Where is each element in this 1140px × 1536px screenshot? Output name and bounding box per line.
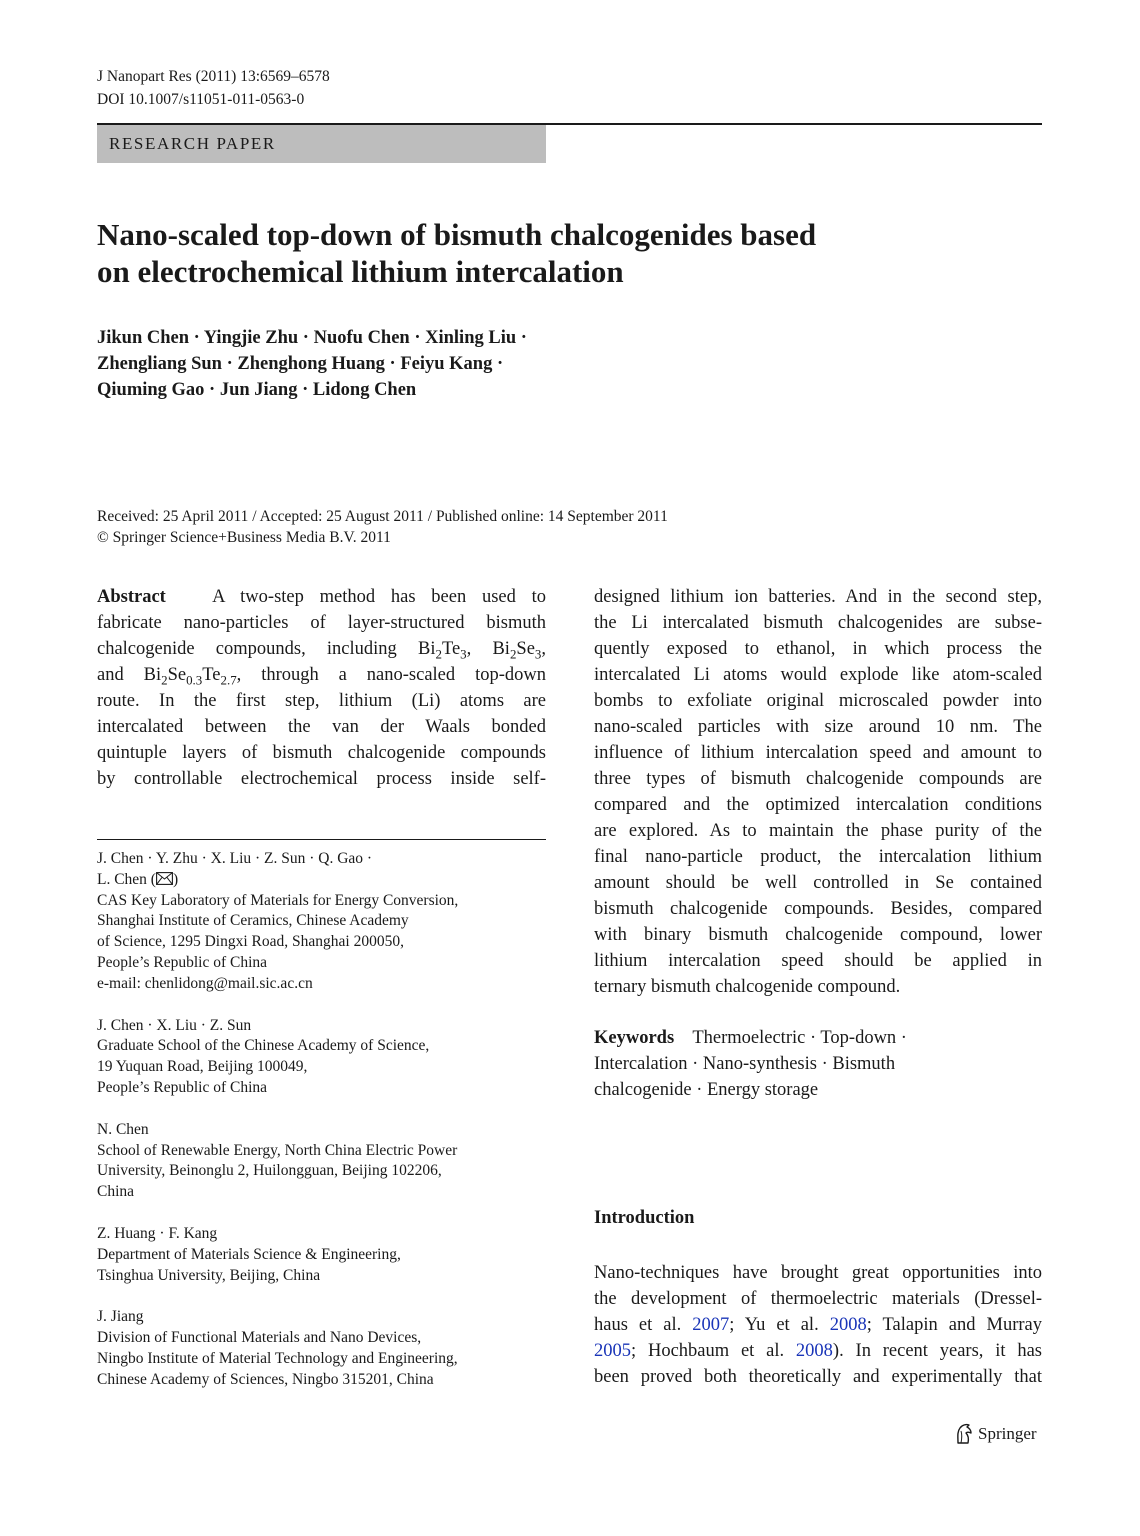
text: Se: [167, 665, 187, 685]
abstract-line: by controllable electrochemical process inside self-: [97, 769, 546, 789]
subscript: 2: [435, 646, 442, 662]
affiliation-line: Chinese Academy of Sciences, Ningbo 315201, China: [97, 1370, 434, 1388]
author-line: Jikun Chen · Yingjie Zhu · Nuofu Chen · Xinling Liu ·: [97, 328, 527, 348]
springer-horse-icon: [954, 1423, 974, 1445]
citation-link[interactable]: 2008: [829, 1315, 867, 1335]
affiliation-line: People’s Republic of China: [97, 953, 268, 971]
affiliation-block: [97, 1224, 546, 1286]
section-heading-introduction: Introduction: [594, 1208, 695, 1228]
publication-dates: [97, 506, 997, 548]
abstract-line: quintuple layers of bismuth chalcogenide compounds: [97, 743, 546, 763]
subscript: 2.7: [220, 672, 237, 688]
keywords-label: Keywords: [594, 1028, 675, 1048]
affiliation-names: [97, 870, 546, 891]
title-line: on electrochemical lithium intercalation: [97, 254, 624, 289]
abstract-line: route. In the first step, lithium (Li) atoms are: [97, 691, 546, 711]
doi: DOI 10.1007/s11051-011-0563-0: [97, 91, 305, 108]
introduction-paragraph: [594, 1260, 1042, 1390]
text: ; Talapin and Murray: [866, 1315, 1042, 1335]
intro-line: [594, 1338, 1042, 1364]
text: chalcogenide compounds, including Bi: [97, 639, 436, 659]
affiliation-line: Division of Functional Materials and Nano Devices,: [97, 1329, 422, 1347]
affiliation-line: Ningbo Institute of Material Technology and Engineering,: [97, 1349, 458, 1367]
keywords: [594, 1025, 1042, 1103]
abstract-line: bismuth chalcogenide compounds. Besides, compared: [594, 899, 1042, 919]
text: Te: [441, 639, 461, 659]
citation-link[interactable]: 2007: [692, 1315, 730, 1335]
abstract-line: three types of bismuth chalcogenide compounds are: [594, 769, 1042, 789]
affiliation-names: N. Chen: [97, 1120, 149, 1138]
affiliation-line: School of Renewable Energy, North China Electric Power: [97, 1141, 458, 1159]
affiliation-line: Graduate School of the Chinese Academy of Science,: [97, 1037, 430, 1055]
affiliation-names: J. Chen · Y. Zhu · X. Liu · Z. Sun · Q. Gao ·: [97, 850, 373, 867]
affiliation-names: J. Chen · X. Liu · Z. Sun: [97, 1016, 252, 1034]
intro-line: [594, 1312, 1042, 1338]
keywords-line: chalcogenide · Energy storage: [594, 1080, 819, 1100]
keywords-line: Intercalation · Nano-synthesis · Bismuth: [594, 1054, 896, 1074]
text: ; Hochbaum et al.: [631, 1341, 796, 1361]
text: ): [172, 870, 179, 888]
abstract-line: intercalated Li atoms would explode like atom-scaled: [594, 665, 1042, 685]
text: , Bi: [466, 639, 510, 659]
author-list: [97, 325, 797, 403]
abstract-left: [97, 584, 546, 792]
affiliation-line: China: [97, 1183, 135, 1201]
text: haus et al.: [594, 1315, 693, 1335]
affiliation-block: [97, 849, 546, 995]
affiliation-line: of Science, 1295 Dingxi Road, Shanghai 200050,: [97, 933, 404, 951]
abstract-line: lithium intercalation speed should be applied in: [594, 951, 1042, 971]
affiliation-block: [97, 1016, 546, 1099]
abstract-label: Abstract: [97, 587, 166, 607]
affiliation-line: Department of Materials Science & Engineering,: [97, 1245, 401, 1263]
affiliation-block: [97, 1307, 546, 1390]
keywords-text: Thermoelectric · Top-down ·: [692, 1028, 907, 1048]
abstract-line: [97, 584, 546, 610]
affiliation-line: University, Beinonglu 2, Huilongguan, Beijing 102206,: [97, 1162, 442, 1180]
abstract-line: compared and the optimized intercalation conditions: [594, 795, 1042, 815]
envelope-icon: [156, 872, 173, 885]
affiliation-line: Shanghai Institute of Ceramics, Chinese Academy: [97, 912, 409, 930]
subscript: 2: [509, 646, 517, 662]
dates-line: Received: 25 April 2011 / Accepted: 25 August 2011 / Published online: 14 September 2011: [97, 508, 668, 525]
publisher-logo: [954, 1423, 1037, 1445]
abstract-right: [594, 584, 1042, 1000]
affiliation-line: Tsinghua University, Beijing, China: [97, 1266, 321, 1284]
abstract-line: [97, 662, 546, 688]
author-line: Qiuming Gao · Jun Jiang · Lidong Chen: [97, 380, 417, 400]
abstract-line: bombs to exfoliate original microscaled powder into: [594, 691, 1042, 711]
journal-citation: J Nanopart Res (2011) 13:6569–6578: [97, 68, 330, 85]
section-label: RESEARCH PAPER: [97, 125, 546, 163]
abstract-line: intercalated between the van der Waals bonded: [97, 717, 546, 737]
abstract-line: final nano-particle product, the intercalation lithium: [594, 847, 1042, 867]
text: , through a nano-scaled top-down: [236, 665, 546, 685]
affiliation-block: [97, 1120, 546, 1203]
subscript: 3: [534, 646, 542, 662]
abstract-line: designed lithium ion batteries. And in the second step,: [594, 587, 1042, 607]
abstract-line: quently exposed to ethanol, in which process the: [594, 639, 1042, 659]
text: and Bi: [97, 665, 162, 685]
title-line: Nano-scaled top-down of bismuth chalcogenides based: [97, 217, 817, 252]
abstract-line: ternary bismuth chalcogenide compound.: [594, 977, 901, 997]
text: ,: [541, 639, 547, 659]
affiliation-line: 19 Yuquan Road, Beijing 100049,: [97, 1058, 308, 1076]
subscript: 2: [161, 672, 168, 688]
text: Te: [202, 665, 221, 685]
affiliation-line: People’s Republic of China: [97, 1078, 268, 1096]
abstract-line: influence of lithium intercalation speed and amount to: [594, 743, 1042, 763]
text: ; Yu et al.: [729, 1315, 830, 1335]
text: L. Chen (: [97, 870, 156, 888]
subscript: 3: [460, 646, 467, 662]
affiliation-names: Z. Huang · F. Kang: [97, 1224, 218, 1242]
abstract-line: nano-scaled particles with size around 10 nm. The: [594, 717, 1042, 737]
affiliation-rule: [97, 839, 546, 840]
abstract-line: [97, 636, 546, 662]
paper-title: [97, 216, 997, 290]
abstract-line: the Li intercalated bismuth chalcogenides are subse-: [594, 613, 1042, 633]
text: ). In recent years, it has: [832, 1341, 1042, 1361]
affiliation-line: CAS Key Laboratory of Materials for Energy Conversion,: [97, 891, 459, 909]
abstract-text: A two-step method has been used to: [212, 587, 546, 607]
intro-line: the development of thermoelectric materials (Dressel-: [594, 1289, 1042, 1309]
citation-link[interactable]: 2008: [795, 1341, 833, 1361]
affiliations: [97, 849, 546, 1412]
subscript: 0.3: [186, 672, 203, 688]
keywords-line: [594, 1025, 1042, 1051]
copyright-line: © Springer Science+Business Media B.V. 2011: [97, 529, 391, 546]
intro-line: Nano-techniques have brought great opportunities into: [594, 1263, 1042, 1283]
text: Se: [516, 639, 535, 659]
abstract-line: amount should be well controlled in Se contained: [594, 873, 1042, 893]
author-line: Zhengliang Sun · Zhenghong Huang · Feiyu Kang ·: [97, 354, 504, 374]
publisher-name: Springer: [978, 1424, 1037, 1443]
abstract-line: are explored. As to maintain the phase purity of the: [594, 821, 1042, 841]
abstract-line: with binary bismuth chalcogenide compound, lower: [594, 925, 1042, 945]
intro-line: been proved both theoretically and experimentally that: [594, 1367, 1042, 1387]
email-address: e-mail: chenlidong@mail.sic.ac.cn: [97, 974, 313, 992]
abstract-line: fabricate nano-particles of layer-structured bismuth: [97, 613, 546, 633]
citation-link[interactable]: 2005: [594, 1341, 631, 1361]
affiliation-names: J. Jiang: [97, 1308, 144, 1326]
